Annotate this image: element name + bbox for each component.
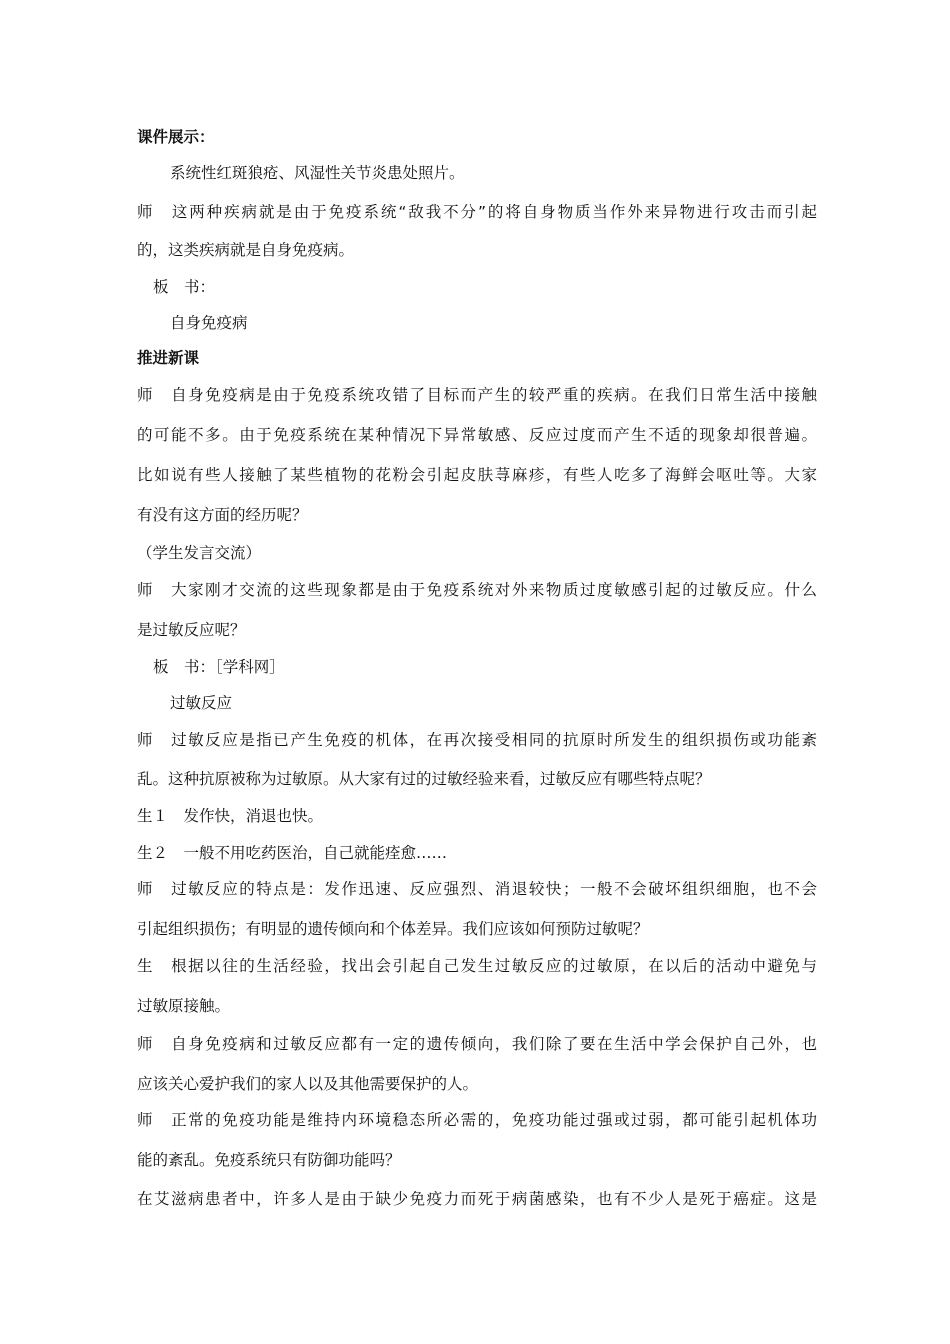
text-line: 师 这两种疾病就是由于免疫系统“敌我不分”的将自身物质当作外来异物进行攻击而引起 <box>137 203 817 221</box>
heading-new-lesson: 推进新课 <box>137 349 200 367</box>
board-content: 自身免疫病 <box>170 314 248 332</box>
text-line: 师 大家刚才交流的这些现象都是由于免疫系统对外来物质过度敏感引起的过敏反应。什么 <box>137 581 817 599</box>
text-line: 是过敏反应呢？ <box>137 621 246 639</box>
text-line: 乱。这种抗原被称为过敏原。从大家有过的过敏经验来看，过敏反应有哪些特点呢？ <box>137 770 711 788</box>
student-discussion-note: （学生发言交流） <box>137 544 262 562</box>
text-line: 生 根据以往的生活经验，找出会引起自己发生过敏反应的过敏原，在以后的活动中避免与 <box>137 957 817 975</box>
board-label: 板 书：［学科网］ <box>153 658 285 676</box>
text-line: 的可能不多。由于免疫系统在某种情况下异常敏感、反应过度而产生不适的现象却很普遍。 <box>137 426 817 444</box>
student-answer-2: 生２ 一般不用吃药医治，自己就能痊愈…… <box>137 844 448 862</box>
text-line: 在艾滋病患者中，许多人是由于缺少免疫力而死于病菌感染，也有不少人是死于癌症。这是 <box>137 1190 817 1208</box>
text-line: 比如说有些人接触了某些植物的花粉会引起皮肤荨麻疹，有些人吃多了海鲜会呕吐等。大家 <box>137 466 817 484</box>
text-line: 引起组织损伤；有明显的遗传倾向和个体差异。我们应该如何预防过敏呢？ <box>137 920 649 938</box>
heading-courseware-display: 课件展示： <box>137 128 215 146</box>
text-line: 的，这类疾病就是自身免疫病。 <box>137 241 355 259</box>
text-line: 应该关心爱护我们的家人以及其他需要保护的人。 <box>137 1075 479 1093</box>
text-line: 过敏原接触。 <box>137 997 231 1015</box>
student-answer-1: 生１ 发作快，消退也快。 <box>137 807 324 825</box>
board-label: 板 书： <box>153 278 216 296</box>
board-content: 过敏反应 <box>170 694 233 712</box>
text-line: 有没有这方面的经历呢？ <box>137 506 308 524</box>
text-line: 师 自身免疫病和过敏反应都有一定的遗传倾向，我们除了要在生活中学会保护自己外，也 <box>137 1035 817 1053</box>
text-line: 师 正常的免疫功能是维持内环境稳态所必需的，免疫功能过强或过弱，都可能引起机体功 <box>137 1111 817 1129</box>
text-line: 师 自身免疫病是由于免疫系统攻错了目标而产生的较严重的疾病。在我们日常生活中接触 <box>137 386 817 404</box>
text-line: 师 过敏反应是指已产生免疫的机体，在再次接受相同的抗原时所发生的组织损伤或功能紊 <box>137 731 817 749</box>
text-line: 能的紊乱。免疫系统只有防御功能吗？ <box>137 1151 401 1169</box>
text-line: 师 过敏反应的特点是：发作迅速、反应强烈、消退较快；一般不会破坏组织细胞，也不会 <box>137 880 817 898</box>
text-line: 系统性红斑狼疮、风湿性关节炎患处照片。 <box>170 164 465 182</box>
